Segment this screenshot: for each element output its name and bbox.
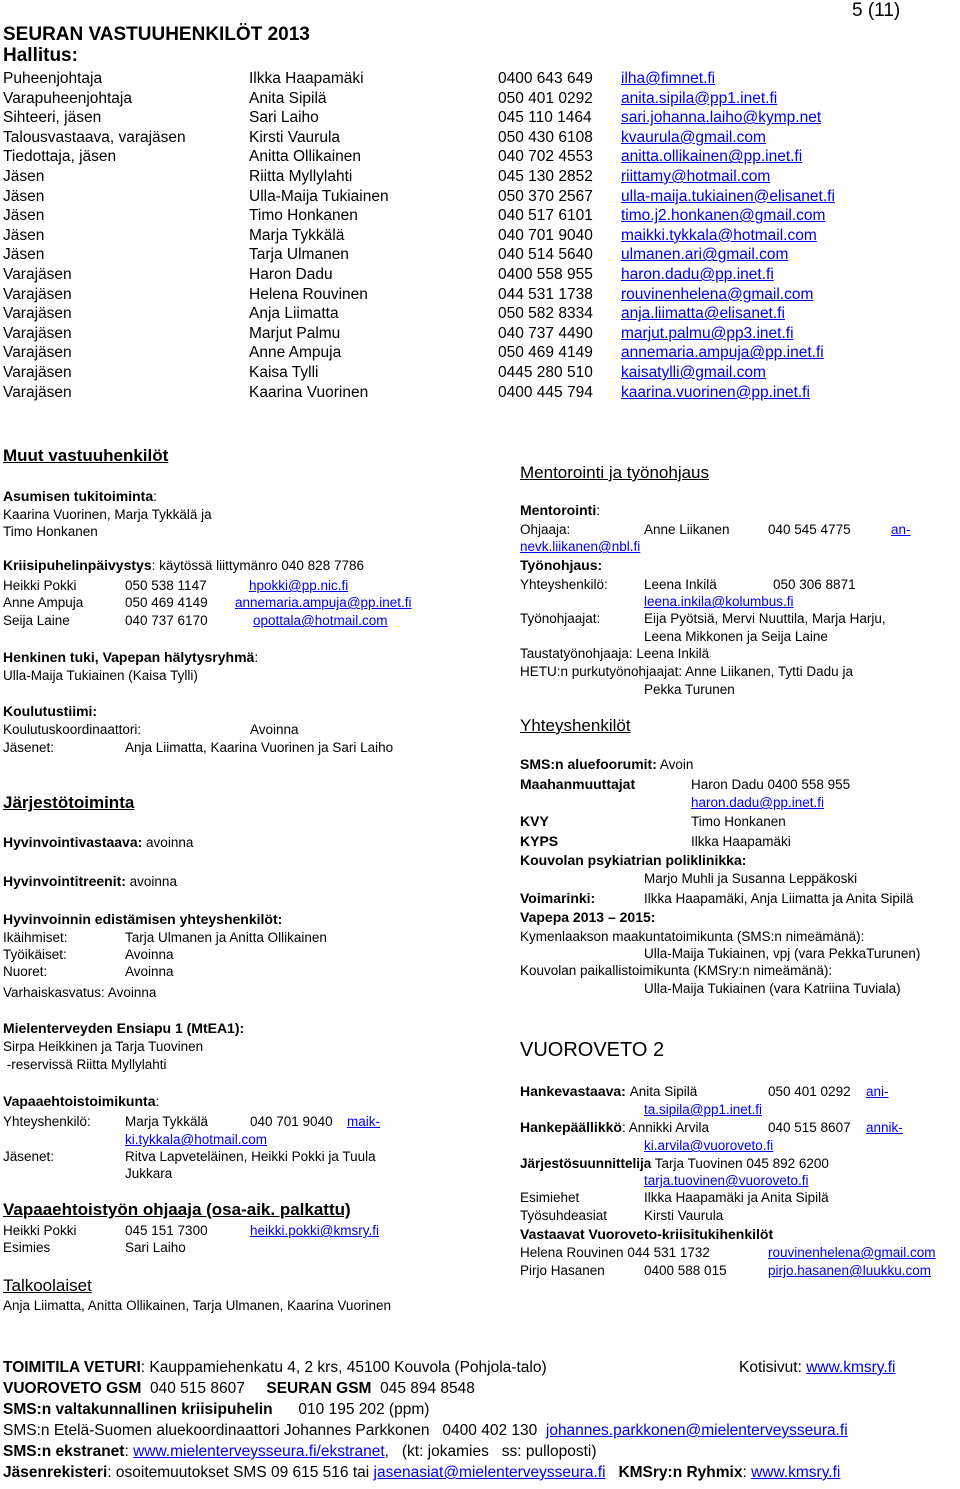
kriisi-phone: 050 538 1147 bbox=[125, 578, 207, 593]
footer-line-3 bbox=[3, 1401, 429, 1419]
kvy-value: Timo Honkanen bbox=[691, 814, 786, 829]
paallikko-phone: 040 515 8607 bbox=[768, 1120, 851, 1135]
hyv-treenit-line bbox=[3, 873, 177, 889]
paallikko-value: : Annikki Arvila bbox=[621, 1120, 709, 1135]
board-email-link[interactable]: sari.johanna.laiho@kymp.net bbox=[621, 109, 822, 127]
footer-veturi-label: TOIMITILA VETURI bbox=[3, 1359, 141, 1376]
mentorointi-line bbox=[520, 502, 600, 518]
henkinen-heading: Henkinen tuki, Vapepan hälytysryhmä bbox=[3, 649, 255, 665]
board-name: Tarja Ulmanen bbox=[249, 246, 349, 264]
hanke-line bbox=[520, 1083, 697, 1099]
ohjaaja-label: Ohjaaja: bbox=[520, 522, 571, 537]
esimiehet-value: Ilkka Haapamäki ja Anita Sipilä bbox=[644, 1190, 829, 1205]
board-role: Tiedottaja, jäsen bbox=[3, 148, 117, 166]
yhteys-label: Yhteyshenkilö: bbox=[520, 577, 608, 592]
board-email-link[interactable]: maikki.tykkala@hotmail.com bbox=[621, 226, 817, 244]
board-phone: 050 401 0292 bbox=[498, 89, 593, 107]
footer-site-link[interactable]: www.kmsry.fi bbox=[806, 1359, 896, 1376]
kriisituki-email-link[interactable]: pirjo.hasanen@luukku.com bbox=[768, 1263, 932, 1278]
hyv-row-label: Nuoret: bbox=[3, 964, 48, 979]
board-phone: 050 430 6108 bbox=[498, 128, 593, 146]
board-phone: 045 110 1464 bbox=[498, 109, 592, 127]
jarj-label: Järjestösuunnittelija bbox=[520, 1156, 652, 1171]
sms-line bbox=[520, 756, 693, 772]
vapaa-email-link[interactable]: maik- bbox=[347, 1114, 380, 1129]
board-email-link[interactable]: marjut.palmu@pp3.inet.fi bbox=[621, 324, 794, 342]
hyv-vastaava-label: Hyvinvointivastaava: bbox=[3, 834, 143, 850]
board-email-link[interactable]: kvaurula@gmail.com bbox=[621, 128, 766, 146]
footer-site-line bbox=[739, 1359, 895, 1377]
footer-aluekoordinaattori-email[interactable]: johannes.parkkonen@mielenterveysseura.fi bbox=[545, 1422, 848, 1439]
board-name: Haron Dadu bbox=[249, 266, 333, 283]
footer-ryhmix-colon: : bbox=[742, 1464, 752, 1481]
kymen-line: Ulla-Maija Tukiainen, vpj (vara PekkaTurunen) bbox=[644, 946, 921, 961]
footer-vuoroveto-gsm-value: 040 515 8607 bbox=[150, 1380, 245, 1397]
vapaa-contact-label: Yhteyshenkilö: bbox=[3, 1114, 91, 1129]
board-phone: 0445 280 510 bbox=[498, 364, 593, 381]
board-email-link[interactable]: riittamy@hotmail.com bbox=[621, 168, 771, 185]
board-name: Marjut Palmu bbox=[249, 324, 341, 342]
footer-jasenrekisteri-email[interactable]: jasenasiat@mielenterveysseura.fi bbox=[373, 1464, 606, 1481]
board-role: Varajäsen bbox=[3, 266, 72, 283]
footer-kriisipuhelin-value: 010 195 202 (ppm) bbox=[298, 1401, 430, 1418]
hyv-row-label: Työikäiset: bbox=[3, 947, 67, 962]
board-role: Jäsen bbox=[3, 226, 45, 244]
tyonohjaajat-line: Leena Mikkonen ja Seija Laine bbox=[644, 629, 828, 644]
kriisi-email-link[interactable]: annemaria.ampuja@pp.inet.fi bbox=[235, 595, 412, 610]
hyv-row-label: Ikäihmiset: bbox=[3, 930, 68, 945]
ohjaaja-phone: 040 545 4775 bbox=[768, 522, 851, 537]
board-name: Timo Honkanen bbox=[249, 207, 358, 225]
board-name: Ulla-Maija Tukiainen bbox=[249, 187, 389, 205]
footer-veturi-address: : Kauppamiehenkatu 4, 2 krs, 45100 Kouvola (Pohjola-talo) bbox=[140, 1359, 547, 1376]
footer-line-2 bbox=[3, 1380, 475, 1398]
tyonohjaajat-label: Työnohjaajat: bbox=[520, 611, 601, 626]
footer-line-1 bbox=[3, 1359, 547, 1377]
board-role: Sihteeri, jäsen bbox=[3, 109, 102, 127]
hetu-line: Pekka Turunen bbox=[644, 682, 735, 697]
paallikko-label: Hankepäällikkö bbox=[520, 1119, 622, 1135]
tausta-text: Taustatyönohjaaja: Leena Inkilä bbox=[520, 646, 710, 661]
asuminen-colon: : bbox=[153, 488, 158, 504]
board-role: Varajäsen bbox=[3, 383, 72, 401]
koulutus-coord-value: Avoinna bbox=[250, 722, 299, 737]
hyv-vastaava-value: avoinna bbox=[142, 835, 194, 850]
ohjaaja-phone: 045 151 7300 bbox=[125, 1223, 208, 1238]
sms-value: Avoin bbox=[656, 757, 694, 772]
mielen-line: Sirpa Heikkinen ja Tarja Tuovinen bbox=[3, 1039, 204, 1054]
kriisi-email-link[interactable]: hpokki@pp.nic.fi bbox=[249, 578, 349, 593]
footer-seuran-gsm-label: SEURAN GSM bbox=[266, 1380, 372, 1397]
jarj-email-link[interactable]: tarja.tuovinen@vuoroveto.fi bbox=[644, 1173, 809, 1188]
koulutus-heading: Koulutustiimi: bbox=[3, 703, 98, 719]
board-heading: Hallitus: bbox=[3, 45, 78, 66]
board-email-link[interactable]: anja.liimatta@elisanet.fi bbox=[621, 305, 785, 323]
vapaa-colon: : bbox=[155, 1093, 160, 1109]
asuminen-names-2: Timo Honkanen bbox=[3, 524, 98, 539]
maahan-email-link[interactable]: haron.dadu@pp.inet.fi bbox=[691, 795, 825, 810]
kriisi-phone: 040 737 6170 bbox=[125, 613, 208, 628]
henkinen-colon: : bbox=[254, 649, 259, 665]
footer-line-5 bbox=[3, 1443, 597, 1461]
henkinen-text: Ulla-Maija Tukiainen (Kaisa Tylli) bbox=[3, 668, 198, 683]
board-phone: 040 514 5640 bbox=[498, 246, 593, 264]
esimies-value: Sari Laiho bbox=[125, 1240, 186, 1255]
mielen-heading: Mielenterveyden Ensiapu 1 (MtEA1): bbox=[3, 1020, 245, 1036]
kriisi-row bbox=[3, 578, 77, 593]
yhteys-email-link[interactable]: leena.inkila@kolumbus.fi bbox=[644, 594, 794, 609]
board-phone: 050 370 2567 bbox=[498, 187, 593, 205]
board-role: Jäsen bbox=[3, 246, 45, 264]
board-name: Sari Laiho bbox=[249, 109, 319, 127]
ohjaaja-email-link-cont[interactable]: nevk.liikanen@nbl.fi bbox=[520, 539, 641, 554]
ohjaaja-heading: Vapaaehtoistyön ohjaaja (osa-aik. palkattu) bbox=[3, 1200, 351, 1219]
talkoo-names: Anja Liimatta, Anitta Ollikainen, Tarja Ulmanen, Kaarina Vuorinen bbox=[3, 1298, 391, 1313]
footer-vuoroveto-gsm-label: VUOROVETO GSM bbox=[3, 1380, 142, 1397]
board-phone: 0400 643 649 bbox=[498, 70, 593, 87]
board-phone: 050 469 4149 bbox=[498, 344, 593, 362]
tyonohjaus-label: Työnohjaus: bbox=[520, 557, 603, 573]
kymen-line: Kymenlaakson maakuntatoimikunta (SMS:n nimeämänä): bbox=[520, 929, 865, 944]
mentorointi-label: Mentorointi bbox=[520, 502, 597, 518]
board-email-link[interactable]: annemaria.ampuja@pp.inet.fi bbox=[621, 344, 824, 362]
hanke-email-link[interactable]: ani- bbox=[866, 1084, 889, 1099]
footer-ryhmix-label: KMSry:n Ryhmix bbox=[618, 1464, 743, 1481]
vapaa-contact-name: Marja Tykkälä bbox=[125, 1114, 209, 1129]
board-name: Kirsti Vaurula bbox=[249, 128, 341, 146]
hyv-vastaava-line bbox=[3, 834, 193, 850]
page-title: SEURAN VASTUUHENKILÖT 2013 bbox=[3, 24, 310, 45]
board-role: Jäsen bbox=[3, 207, 45, 225]
footer-ekstranet-label: SMS:n ekstranet bbox=[3, 1443, 125, 1460]
hyv-edist-heading: Hyvinvoinnin edistämisen yhteyshenkilöt: bbox=[3, 911, 283, 927]
board-name: Anitta Ollikainen bbox=[249, 148, 362, 166]
footer-jasenrekisteri-text: : osoitemuutokset SMS 09 615 516 tai bbox=[107, 1464, 374, 1481]
yhteyshenkilot-heading: Yhteyshenkilöt bbox=[520, 716, 631, 735]
kyps-value: Ilkka Haapamäki bbox=[691, 834, 791, 849]
board-email-link[interactable]: timo.j2.honkanen@gmail.com bbox=[621, 207, 826, 225]
board-role: Talousvastaava, varajäsen bbox=[3, 128, 186, 146]
hyv-treenit-value: avoinna bbox=[125, 874, 177, 889]
jarj-line bbox=[520, 1156, 829, 1171]
kriisi-heading: Kriisipuhelinpäivystys bbox=[3, 557, 152, 573]
mentorointi-colon: : bbox=[596, 502, 601, 518]
board-role: Varajäsen bbox=[3, 305, 72, 323]
muut-heading: Muut vastuuhenkilöt bbox=[3, 446, 169, 465]
henkinen-line bbox=[3, 649, 258, 665]
footer-line-6 bbox=[3, 1464, 840, 1482]
asuminen-heading: Asumisen tukitoiminta bbox=[3, 488, 154, 504]
kriisi-rest: : käytössä liittymänro 040 828 7786 bbox=[151, 558, 364, 573]
kriisi-line bbox=[3, 557, 364, 573]
board-phone: 045 130 2852 bbox=[498, 168, 593, 185]
board-email-link[interactable]: haron.dadu@pp.inet.fi bbox=[621, 266, 774, 283]
ohjaaja-name: Heikki Pokki bbox=[3, 1223, 77, 1238]
hetu-line: HETU:n purkutyönohjaajat: Anne Liikanen, Tytti Dadu ja bbox=[520, 664, 853, 679]
board-role: Jäsen bbox=[3, 187, 45, 205]
kriisituki-email-link[interactable]: rouvinenhelena@gmail.com bbox=[768, 1245, 936, 1260]
footer-kriisipuhelin-label: SMS:n valtakunnallinen kriisipuhelin bbox=[3, 1401, 273, 1418]
board-role: Varajäsen bbox=[3, 344, 72, 362]
board-role: Varajäsen bbox=[3, 285, 72, 303]
footer-line-4 bbox=[3, 1422, 848, 1440]
kvy-label: KVY bbox=[520, 813, 549, 829]
board-phone: 040 702 4553 bbox=[498, 148, 593, 166]
talkoo-heading: Talkoolaiset bbox=[3, 1276, 92, 1295]
mentor-heading: Mentorointi ja työnohjaus bbox=[520, 463, 710, 482]
footer-ekstranet-link[interactable]: www.mielenterveysseura.fi/ekstranet bbox=[133, 1443, 385, 1460]
tyosuhde-value: Kirsti Vaurula bbox=[644, 1208, 724, 1223]
yhteys-phone: 050 306 8871 bbox=[773, 577, 856, 592]
board-role: Varajäsen bbox=[3, 364, 72, 381]
kriisi-name: Heikki Pokki bbox=[3, 578, 77, 593]
asuminen-names-1: Kaarina Vuorinen, Marja Tykkälä ja bbox=[3, 507, 212, 522]
board-email-link[interactable]: ulla-maija.tukiainen@elisanet.fi bbox=[621, 187, 835, 205]
footer-ryhmix-link[interactable]: www.kmsry.fi bbox=[751, 1464, 841, 1481]
board-phone: 0400 558 955 bbox=[498, 266, 593, 283]
board-email-link[interactable]: kaarina.vuorinen@pp.inet.fi bbox=[621, 383, 810, 401]
kriisituki-phone: 0400 588 015 bbox=[644, 1263, 727, 1278]
ohjaaja-name: Anne Liikanen bbox=[644, 522, 730, 537]
kriisi-phone: 050 469 4149 bbox=[125, 595, 208, 610]
hanke-label: Hankevastaava: bbox=[520, 1083, 626, 1099]
voimarinki-value: Ilkka Haapamäki, Anja Liimatta ja Anita Sipilä bbox=[644, 891, 914, 906]
footer-site-label: Kotisivut: bbox=[739, 1359, 807, 1376]
vapepa-label: Vapepa 2013 – 2015: bbox=[520, 909, 656, 925]
board-email-link[interactable]: ilha@fimnet.fi bbox=[621, 70, 716, 87]
board-role: Varapuheenjohtaja bbox=[3, 89, 132, 107]
jarjesto-heading: Järjestötoiminta bbox=[3, 793, 135, 812]
koulutus-members-label: Jäsenet: bbox=[3, 740, 55, 755]
board-name: Helena Rouvinen bbox=[249, 285, 368, 303]
vapaa-contact-phone: 040 701 9040 bbox=[250, 1114, 333, 1129]
page-number: 5 (11) bbox=[852, 0, 901, 21]
hyv-row-value: Tarja Ulmanen ja Anitta Ollikainen bbox=[125, 930, 327, 945]
board-role: Puheenjohtaja bbox=[3, 70, 103, 87]
board-phone: 040 737 4490 bbox=[498, 324, 593, 342]
kriisi-name: Anne Ampuja bbox=[3, 595, 84, 610]
vapaa-heading: Vapaaehtoistoimikunta bbox=[3, 1093, 156, 1109]
board-name: Marja Tykkälä bbox=[249, 226, 345, 244]
board-phone: 040 701 9040 bbox=[498, 226, 593, 244]
koulutus-coord-label: Koulutuskoordinaattori: bbox=[3, 722, 142, 737]
vapaa-members-line: Ritva Lapveteläinen, Heikki Pokki ja Tuula bbox=[125, 1149, 376, 1164]
hyv-row-value: Avoinna bbox=[125, 947, 174, 962]
board-name: Anita Sipilä bbox=[249, 89, 327, 107]
vuoroveto-heading: VUOROVETO 2 bbox=[520, 1039, 665, 1061]
hyv-row-value: Avoinna bbox=[125, 964, 174, 979]
hanke-phone: 050 401 0292 bbox=[768, 1084, 851, 1099]
board-email-link[interactable]: kaisatylli@gmail.com bbox=[621, 364, 766, 381]
kriisituki-name: Helena Rouvinen 044 531 1732 bbox=[520, 1245, 710, 1260]
ohjaaja-email-link[interactable]: an- bbox=[891, 522, 911, 537]
hyv-treenit-label: Hyvinvointitreenit: bbox=[3, 873, 126, 889]
board-email-link[interactable]: ulmanen.ari@gmail.com bbox=[621, 246, 789, 264]
tyosuhde-label: Työsuhdeasiat bbox=[520, 1208, 608, 1223]
footer-aluekoordinaattori: SMS:n Etelä-Suomen aluekoordinaattori Johannes Parkkonen 0400 402 130 bbox=[3, 1422, 538, 1439]
kouv-line: Kouvolan paikallistoimikunta (KMSry:n nimeämänä): bbox=[520, 963, 833, 978]
board-name: Ilkka Haapamäki bbox=[249, 70, 364, 87]
board-phone: 040 517 6101 bbox=[498, 207, 593, 225]
kriisi-name: Seija Laine bbox=[3, 613, 70, 628]
board-phone: 0400 445 794 bbox=[498, 383, 593, 401]
kriisituki-name: Pirjo Hasanen bbox=[520, 1263, 605, 1278]
board-role: Jäsen bbox=[3, 168, 45, 185]
vapaa-heading-line bbox=[3, 1093, 159, 1109]
board-name: Anja Liimatta bbox=[249, 305, 339, 323]
kouv-line: Ulla-Maija Tukiainen (vara Katriina Tuviala) bbox=[644, 981, 901, 996]
board-email-link[interactable]: anita.sipila@pp1.inet.fi bbox=[621, 89, 778, 107]
jarj-value: Tarja Tuovinen 045 892 6200 bbox=[651, 1156, 829, 1171]
ohjaaja-email-link[interactable]: heikki.pokki@kmsry.fi bbox=[250, 1223, 379, 1238]
asuminen-heading-line bbox=[3, 488, 157, 504]
paallikko-email-link-cont[interactable]: ki.arvila@vuoroveto.fi bbox=[644, 1138, 774, 1153]
sms-label: SMS:n aluefoorumit: bbox=[520, 756, 657, 772]
maahan-value: Haron Dadu 0400 558 955 bbox=[691, 777, 851, 792]
vapaa-members-label: Jäsenet: bbox=[3, 1149, 55, 1164]
koulutus-members-value: Anja Liimatta, Kaarina Vuorinen ja Sari Laiho bbox=[125, 740, 394, 755]
kriisi-email-link[interactable]: opottala@hotmail.com bbox=[253, 613, 388, 628]
kyps-label: KYPS bbox=[520, 833, 559, 849]
kouvola-label: Kouvolan psykiatrian poliklinikka: bbox=[520, 852, 747, 868]
mielen-line: -reservissä Riitta Myllylahti bbox=[3, 1057, 167, 1072]
hanke-name: Anita Sipilä bbox=[629, 1084, 698, 1099]
board-name: Kaarina Vuorinen bbox=[249, 383, 369, 401]
hanke-email-link-cont[interactable]: ta.sipila@pp1.inet.fi bbox=[644, 1102, 763, 1117]
footer-ekstranet-credentials: , (kt: jokamies ss: pulloposti) bbox=[384, 1443, 597, 1460]
board-phone: 050 582 8334 bbox=[498, 305, 593, 323]
voimarinki-label: Voimarinki: bbox=[520, 890, 596, 906]
kouvola-value: Marjo Muhli ja Susanna Leppäkoski bbox=[644, 871, 858, 886]
board-name: Riitta Myllylahti bbox=[249, 168, 353, 185]
footer-ekstranet-colon: : bbox=[124, 1443, 134, 1460]
tyonohjaajat-line: Eija Pyötsiä, Mervi Nuuttila, Marja Harju, bbox=[644, 611, 886, 626]
footer-jasenrekisteri-label: Jäsenrekisteri bbox=[3, 1464, 108, 1481]
board-phone: 044 531 1738 bbox=[498, 285, 593, 303]
yhteys-name: Leena Inkilä bbox=[644, 577, 717, 592]
paallikko-email-link[interactable]: annik- bbox=[866, 1120, 903, 1135]
board-email-link[interactable]: anitta.ollikainen@pp.inet.fi bbox=[621, 148, 803, 166]
esimies-label: Esimies bbox=[3, 1240, 51, 1255]
kriisituki-heading: Vastaavat Vuoroveto-kriisitukihenkilöt bbox=[520, 1226, 774, 1242]
varhais-text: Varhaiskasvatus: Avoinna bbox=[3, 985, 157, 1000]
board-name: Anne Ampuja bbox=[249, 344, 342, 362]
maahan-label: Maahanmuuttajat bbox=[520, 776, 636, 792]
vapaa-email-link-cont[interactable]: ki.tykkala@hotmail.com bbox=[125, 1132, 267, 1147]
board-email-link[interactable]: rouvinenhelena@gmail.com bbox=[621, 285, 814, 303]
board-name: Kaisa Tylli bbox=[249, 364, 319, 381]
footer-seuran-gsm-value: 045 894 8548 bbox=[380, 1380, 475, 1397]
board-role: Varajäsen bbox=[3, 324, 72, 342]
vapaa-members-line: Jukkara bbox=[125, 1166, 173, 1181]
paallikko-line bbox=[520, 1119, 709, 1135]
esimiehet-label: Esimiehet bbox=[520, 1190, 580, 1205]
